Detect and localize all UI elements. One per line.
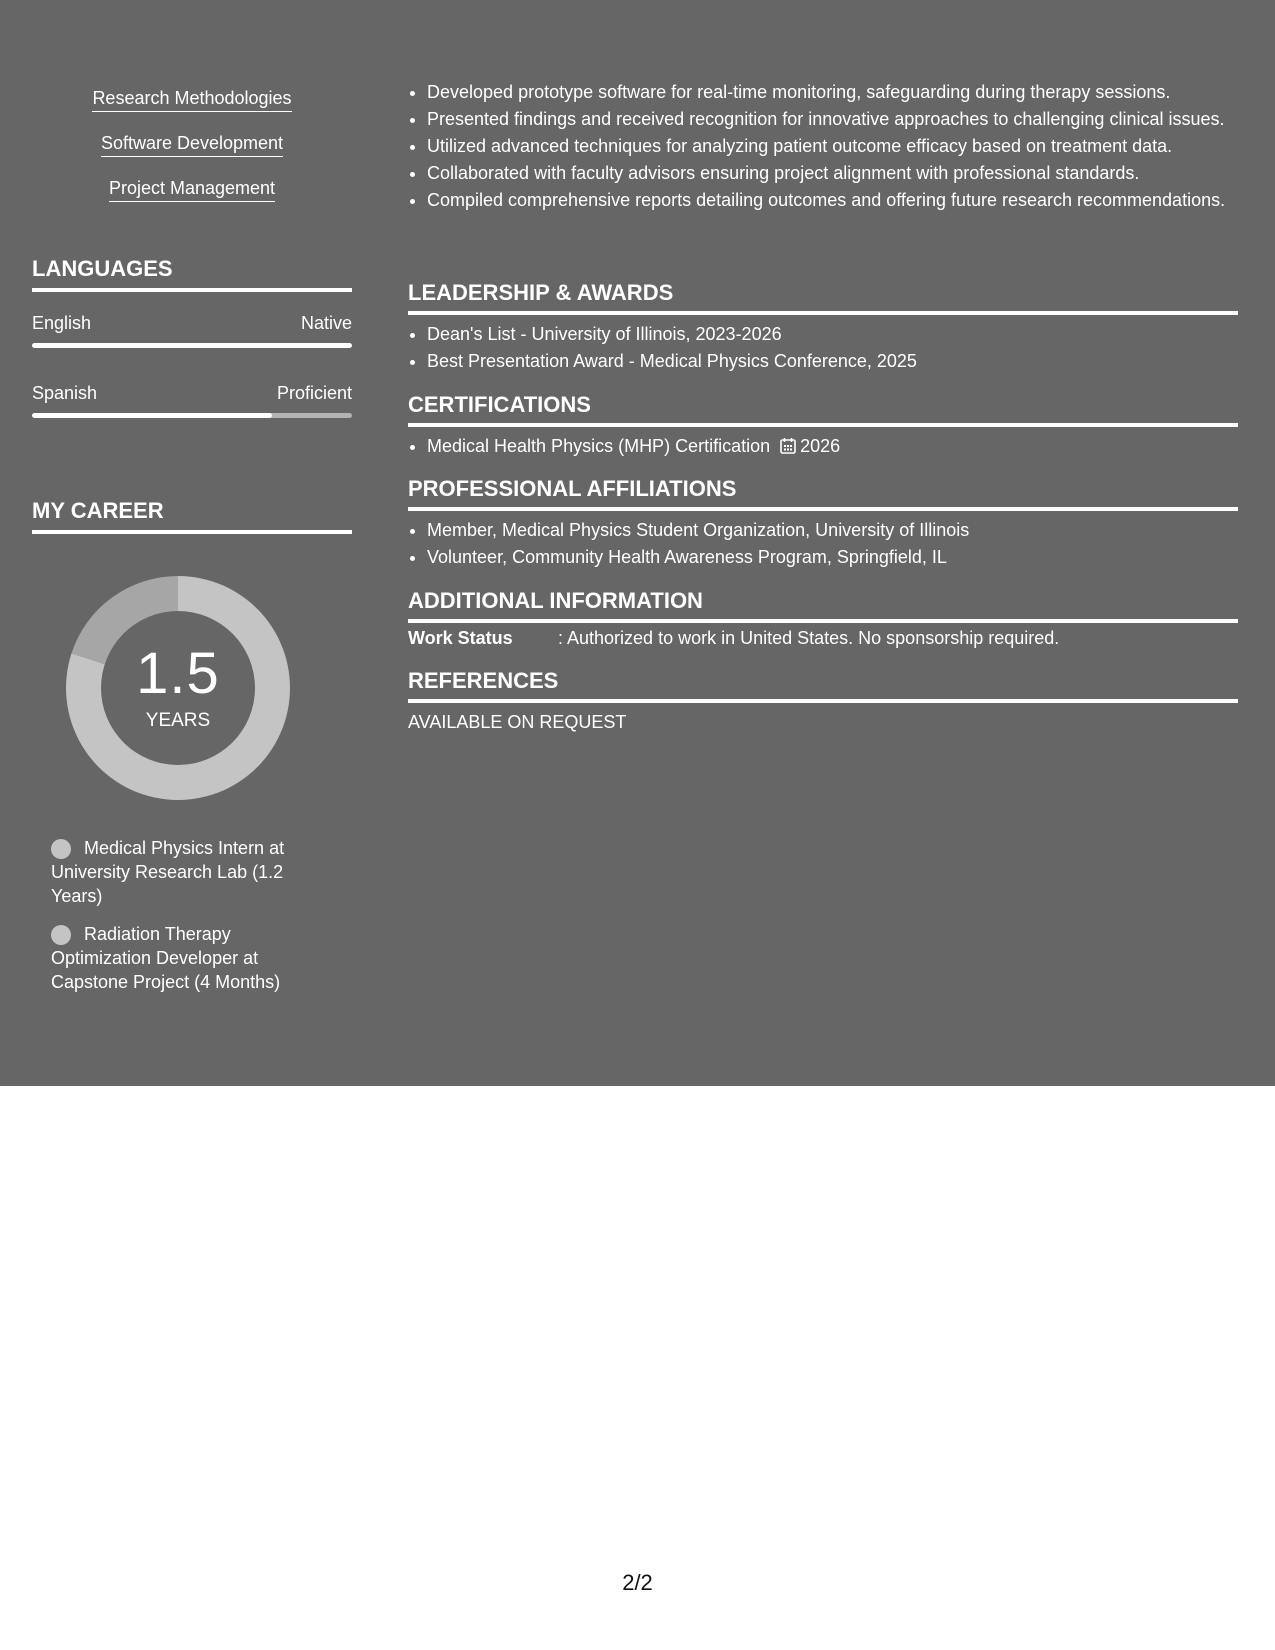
career-legend-label: Radiation Therapy Optimization Developer at Capstone Project (4 Months)	[51, 924, 281, 992]
award-item: • Dean's List - University of Illinois, 2023-2026	[427, 322, 1257, 346]
language-level: Proficient	[276, 383, 352, 403]
skill-label: Software Development	[101, 133, 283, 157]
calendar-icon	[780, 436, 796, 460]
page-number: 2/2	[622, 1570, 653, 1595]
skill-item	[32, 88, 352, 109]
references-text: AVAILABLE ON REQUEST	[408, 712, 627, 732]
language-level-fill	[32, 343, 352, 348]
additional-info-heading: ADDITIONAL INFORMATION	[408, 588, 1238, 623]
work-status-value: : Authorized to work in United States. No sponsorship required.	[558, 628, 1060, 648]
career-total-value: 1.5	[136, 641, 220, 706]
language-level: Native	[300, 313, 352, 333]
affiliations-heading: PROFESSIONAL AFFILIATIONS	[408, 476, 1238, 511]
affiliation-item: • Volunteer, Community Health Awareness Program, Springfield, IL	[427, 545, 1257, 569]
experience-bullet: • Collaborated with faculty advisors ensuring project alignment with professional standards.	[427, 161, 1257, 185]
experience-bullet: • Developed prototype software for real-time monitoring, safeguarding during therapy sessions.	[427, 80, 1257, 104]
language-name: Spanish	[32, 383, 98, 403]
skill-item	[32, 178, 352, 199]
experience-bullet: • Presented findings and received recognition for innovative approaches to challenging clinical issues.	[427, 107, 1257, 131]
award-item: • Best Presentation Award - Medical Physics Conference, 2025	[427, 349, 1257, 373]
career-heading: MY CAREER	[32, 498, 352, 534]
language-level-bar	[32, 343, 352, 348]
affiliation-item: • Member, Medical Physics Student Organization, University of Illinois	[427, 518, 1257, 542]
skill-label: Research Methodologies	[92, 88, 291, 112]
skill-label: Project Management	[109, 178, 275, 202]
language-level-fill	[32, 413, 272, 418]
certification-name: Medical Health Physics (MHP) Certification	[427, 436, 771, 456]
languages-heading: LANGUAGES	[32, 256, 352, 292]
experience-bullet: • Compiled comprehensive reports detailing outcomes and offering future research recommendations.	[427, 188, 1257, 212]
certification-year: 2026	[800, 436, 841, 456]
certification-item	[427, 434, 1257, 460]
work-status-row	[408, 628, 1238, 649]
career-legend-label: Medical Physics Intern at University Research Lab (1.2 Years)	[51, 838, 285, 906]
references-heading: REFERENCES	[408, 668, 1238, 703]
certifications-list	[408, 434, 1257, 463]
career-legend-item	[51, 922, 311, 994]
leadership-heading: LEADERSHIP & AWARDS	[408, 280, 1238, 315]
work-status-label: Work Status	[408, 628, 513, 648]
language-row-spanish	[32, 383, 352, 404]
language-level-bar	[32, 413, 352, 418]
leadership-list	[408, 322, 1257, 376]
certifications-heading: CERTIFICATIONS	[408, 392, 1238, 427]
career-total-unit: YEARS	[145, 710, 211, 731]
experience-bullet: • Utilized advanced techniques for analyzing patient outcome efficacy based on treatment data.	[427, 134, 1257, 158]
legend-dot-icon	[51, 839, 71, 859]
experience-bullet-list	[408, 80, 1257, 215]
language-name: English	[32, 313, 92, 333]
language-row-english	[32, 313, 352, 334]
skill-item	[32, 133, 352, 154]
affiliations-list	[408, 518, 1257, 572]
career-legend-item	[51, 836, 311, 908]
legend-dot-icon	[51, 925, 71, 945]
